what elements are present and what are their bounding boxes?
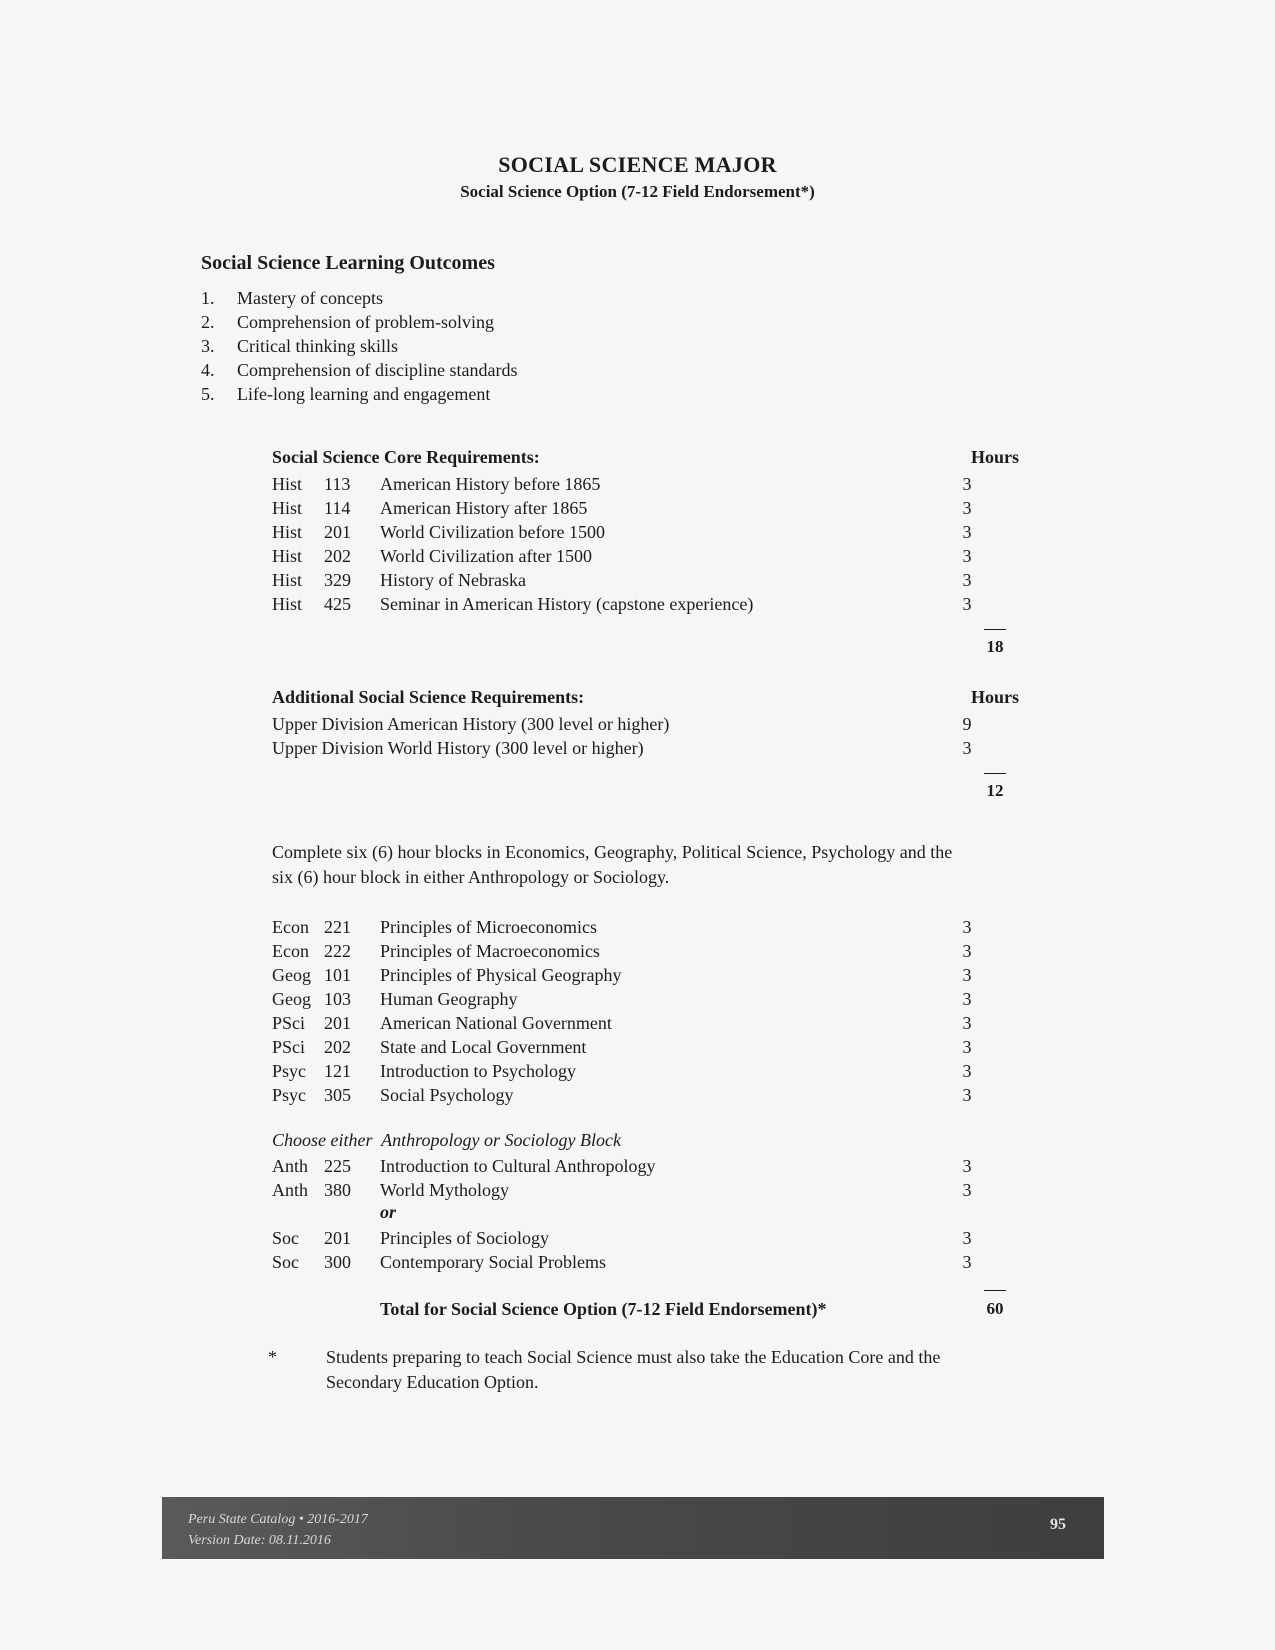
course-name: Principles of Physical Geography: [380, 965, 622, 985]
course-row: [272, 915, 1052, 939]
outcome-text: Comprehension of problem-solving: [237, 312, 494, 332]
requirement-hours: 9: [962, 714, 972, 734]
core-total-rule: [984, 629, 1006, 630]
outcome-text: Life-long learning and engagement: [237, 384, 491, 404]
grand-total-value: 60: [986, 1299, 1004, 1318]
choose-block-label: [272, 1130, 621, 1151]
grand-total-rule: [984, 1290, 1006, 1291]
additional-total: 12: [986, 781, 1004, 800]
requirement-row: [272, 736, 1052, 760]
requirement-name: Upper Division World History (300 level or higher): [272, 738, 644, 758]
footer-catalog: Peru State Catalog • 2016-2017: [188, 1512, 368, 1527]
course-dept: Geog: [272, 989, 311, 1009]
course-number: 121: [324, 1061, 351, 1081]
course-row: [272, 987, 1052, 1011]
core-course-list: [272, 472, 1052, 616]
course-hours: 3: [962, 965, 972, 985]
additional-total-rule: [984, 773, 1006, 774]
sociology-list: [272, 1226, 1052, 1274]
course-row: [272, 1059, 1052, 1083]
footer-version: Version Date: 08.11.2016: [188, 1533, 331, 1548]
course-number: 202: [324, 546, 351, 566]
course-number: 380: [324, 1180, 351, 1200]
outcome-number: 5.: [201, 384, 215, 404]
course-dept: Hist: [272, 594, 303, 614]
course-dept: Anth: [272, 1156, 308, 1176]
course-dept: Geog: [272, 965, 311, 985]
course-number: 201: [324, 522, 351, 542]
course-hours: 3: [962, 1013, 972, 1033]
course-hours: 3: [962, 1156, 972, 1176]
page-footer: [162, 1497, 1104, 1559]
outcome-number: 4.: [201, 360, 215, 380]
course-hours: 3: [962, 546, 972, 566]
outcome-item: [201, 286, 517, 310]
outcome-item: [201, 382, 517, 406]
course-name: Introduction to Cultural Anthropology: [380, 1156, 656, 1176]
course-name: American History after 1865: [380, 498, 588, 518]
course-dept: Hist: [272, 498, 303, 518]
outcome-text: Mastery of concepts: [237, 288, 383, 308]
course-dept: Soc: [272, 1252, 299, 1272]
outcome-number: 2.: [201, 312, 215, 332]
course-hours: 3: [962, 1180, 972, 1200]
footnote-asterisk: *: [268, 1347, 277, 1367]
course-hours: 3: [962, 474, 972, 494]
course-dept: Psyc: [272, 1085, 307, 1105]
course-hours: 3: [962, 1252, 972, 1272]
course-row: [272, 1154, 1052, 1178]
course-number: 329: [324, 570, 351, 590]
course-row: [272, 496, 1052, 520]
course-row: [272, 544, 1052, 568]
or-separator: or: [380, 1202, 397, 1222]
blocks-intro: Complete six (6) hour blocks in Economics, Geography, Political Science, Psychology and the six (6) hour block in either Anthropology or Sociology.: [272, 842, 953, 887]
course-name: World Mythology: [380, 1180, 510, 1200]
outcome-item: [201, 310, 517, 334]
outcome-number: 1.: [201, 288, 215, 308]
outcomes-heading: Social Science Learning Outcomes: [201, 252, 495, 274]
course-dept: Hist: [272, 522, 303, 542]
course-number: 225: [324, 1156, 351, 1176]
outcome-item: [201, 358, 517, 382]
course-name: American History before 1865: [380, 474, 601, 494]
outcome-number: 3.: [201, 336, 215, 356]
course-number: 201: [324, 1228, 351, 1248]
core-total: 18: [986, 637, 1004, 656]
course-row: [272, 1011, 1052, 1035]
course-hours: 3: [962, 989, 972, 1009]
course-row: [272, 939, 1052, 963]
course-row: [272, 568, 1052, 592]
requirement-name: Upper Division American History (300 level or higher): [272, 714, 670, 734]
course-name: Contemporary Social Problems: [380, 1252, 606, 1272]
course-name: Principles of Sociology: [380, 1228, 549, 1248]
core-requirements-heading: Social Science Core Requirements:: [272, 447, 540, 467]
requirement-hours: 3: [962, 738, 972, 758]
course-hours: 3: [962, 1228, 972, 1248]
course-row: [272, 1035, 1052, 1059]
course-dept: Hist: [272, 570, 303, 590]
core-hours-heading: Hours: [970, 447, 1019, 467]
course-number: 305: [324, 1085, 351, 1105]
course-hours: 3: [962, 594, 972, 614]
requirement-row: [272, 712, 1052, 736]
additional-hours-heading: Hours: [970, 687, 1019, 707]
course-row: [272, 592, 1052, 616]
course-dept: PSci: [272, 1013, 306, 1033]
course-dept: Econ: [272, 941, 309, 961]
course-hours: 3: [962, 522, 972, 542]
course-dept: Hist: [272, 546, 303, 566]
course-name: Human Geography: [380, 989, 518, 1009]
course-number: 113: [324, 474, 351, 494]
course-row: [272, 963, 1052, 987]
additional-requirements-heading: Additional Social Science Requirements:: [272, 687, 585, 707]
block-course-list: [272, 915, 1052, 1107]
course-number: 101: [324, 965, 351, 985]
course-number: 114: [324, 498, 351, 518]
course-name: Principles of Microeconomics: [380, 917, 597, 937]
course-number: 103: [324, 989, 351, 1009]
course-name: American National Government: [380, 1013, 612, 1033]
grand-total-label: Total for Social Science Option (7-12 Field Endorsement)*: [380, 1299, 827, 1319]
course-dept: Hist: [272, 474, 303, 494]
page-subtitle: Social Science Option (7-12 Field Endorsement*): [460, 182, 815, 201]
course-row: [272, 1250, 1052, 1274]
course-hours: 3: [962, 1061, 972, 1081]
course-row: [272, 472, 1052, 496]
course-hours: 3: [962, 570, 972, 590]
course-name: World Civilization after 1500: [380, 546, 593, 566]
course-number: 201: [324, 1013, 351, 1033]
page-title: SOCIAL SCIENCE MAJOR: [498, 152, 777, 177]
course-hours: 3: [962, 1085, 972, 1105]
page-number: 95: [1050, 1516, 1066, 1533]
outcome-item: [201, 334, 517, 358]
course-row: [272, 1083, 1052, 1107]
course-row: [272, 1226, 1052, 1250]
course-name: World Civilization before 1500: [380, 522, 605, 542]
course-name: Principles of Macroeconomics: [380, 941, 600, 961]
course-number: 300: [324, 1252, 351, 1272]
course-dept: Psyc: [272, 1061, 307, 1081]
course-number: 202: [324, 1037, 351, 1057]
course-hours: 3: [962, 1037, 972, 1057]
footer-info: [188, 1509, 368, 1551]
anthropology-list: [272, 1154, 1052, 1202]
course-name: History of Nebraska: [380, 570, 526, 590]
course-hours: 3: [962, 941, 972, 961]
course-number: 222: [324, 941, 351, 961]
course-number: 221: [324, 917, 351, 937]
outcome-text: Comprehension of discipline standards: [237, 360, 518, 380]
course-number: 425: [324, 594, 351, 614]
course-dept: Econ: [272, 917, 309, 937]
outcomes-list: [201, 286, 517, 406]
course-dept: PSci: [272, 1037, 306, 1057]
footnote-text: Students preparing to teach Social Science must also take the Education Core and the Secondary Education Option.: [326, 1347, 941, 1392]
course-name: State and Local Government: [380, 1037, 587, 1057]
course-hours: 3: [962, 498, 972, 518]
additional-list: [272, 712, 1052, 760]
course-row: [272, 520, 1052, 544]
course-hours: 3: [962, 917, 972, 937]
course-name: Introduction to Psychology: [380, 1061, 576, 1081]
outcome-text: Critical thinking skills: [237, 336, 398, 356]
course-row: [272, 1178, 1052, 1202]
course-name: Social Psychology: [380, 1085, 514, 1105]
course-dept: Anth: [272, 1180, 308, 1200]
course-name: Seminar in American History (capstone experience): [380, 594, 754, 614]
course-dept: Soc: [272, 1228, 299, 1248]
choose-block-text: Choose either Anthropology or Sociology Block: [272, 1130, 621, 1150]
